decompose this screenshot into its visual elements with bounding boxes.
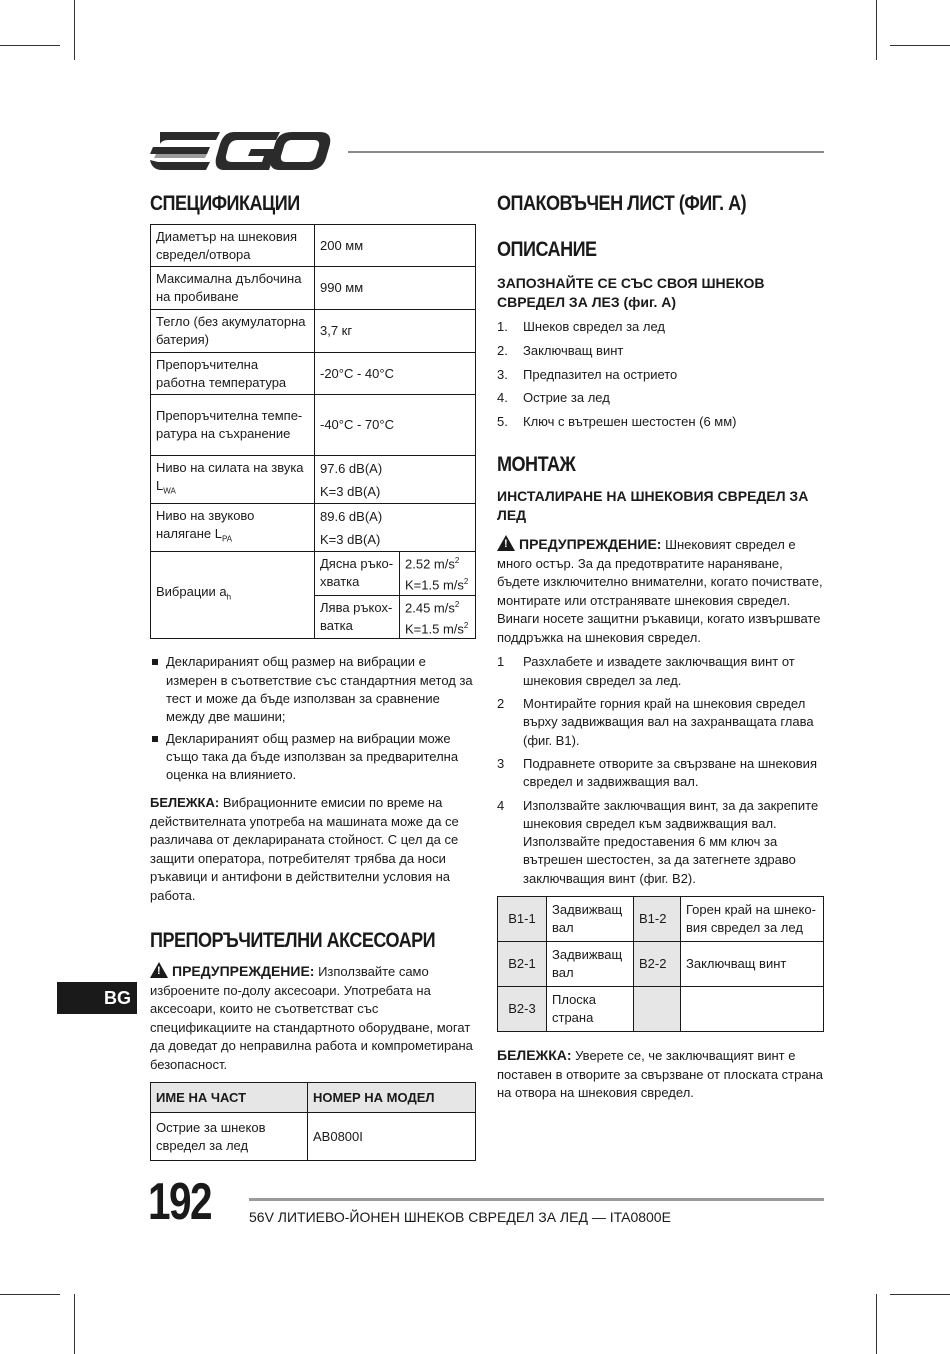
crop-mark	[890, 1294, 950, 1295]
header-rule	[348, 151, 824, 153]
legend-text: Задвижващ вал	[547, 897, 634, 942]
part-name: Острие за шнеков свредел за лед	[151, 1113, 308, 1161]
list-item: Декларираният общ размер на вибрации може също така да бъде използван за предварителна оценка на влиянието.	[150, 730, 476, 785]
ego-logo-mark	[150, 130, 332, 172]
warning-triangle-icon	[150, 962, 168, 978]
spec-value: -40°C - 70°C	[315, 395, 476, 456]
list-item: 2 Монтирайте горния край на шнековия свредел върху задвижващия вал на захранващата глава (фиг. B1).	[497, 696, 814, 748]
table-row	[498, 942, 824, 987]
accessories-warning: !ПРЕДУПРЕЖДЕНИЕ: Използвайте само изброените по-долу аксесоари. Употребата на аксесоари, които не съответстват със спецификациите на стандартното оборудване, могат да доведат до неправилна работа и компрометирана безопасност.	[150, 962, 476, 1074]
spec-label: Ниво на звуково налягане $L_{PA}$	[151, 504, 315, 552]
figure-legend-table	[497, 896, 824, 1032]
accessories-table	[150, 1082, 476, 1161]
vibration-left-label: Лява ръкох-ватка	[315, 595, 400, 639]
parts-list	[497, 318, 824, 431]
vibration-note: БЕЛЕЖКА: Вибрационните емисии по време на действителната употреба на машината може да се различава от декларираната стойност. С цел да се защити оператора, потребителят трябва да носи ръкавици и антифони в действителни условия на работа.	[150, 795, 459, 903]
legend-text: Горен край на шнеко-вия свредел за лед	[681, 897, 824, 942]
description-title: ОПИСАНИЕ	[497, 238, 597, 261]
crop-mark	[74, 0, 75, 60]
footer-rule	[249, 1198, 824, 1201]
spec-label: Препоръчителна темпе-ратура на съхранение	[151, 395, 315, 456]
list-item: 5. Ключ с вътрешен шестостен (6 мм)	[497, 414, 737, 430]
list-item: 3 Подравнете отворите за свързване на шнековия свредел и задвижващия вал.	[497, 755, 817, 790]
crop-mark	[74, 1294, 75, 1354]
legend-code: B1-2	[634, 897, 681, 942]
specifications-title: СПЕЦИФИКАЦИИ	[150, 192, 300, 215]
spec-value: 200 мм	[315, 225, 476, 267]
vibration-right-value: 2.52 $m/s^2$ K=1.5 $m/s^2$	[400, 552, 476, 596]
spec-value: 89.6 dB(A) K=3 dB(A)	[315, 504, 476, 552]
spec-label: Диаметър на шнековия свредел/отвора	[151, 225, 315, 267]
crop-mark	[876, 1294, 877, 1354]
warning-triangle-icon	[497, 535, 515, 551]
page-number: 192	[148, 1173, 211, 1231]
vibration-left-value: 2.45 $m/s^2$ K=1.5 $m/s^2$	[400, 595, 476, 639]
model-number: AB0800I	[308, 1113, 476, 1161]
legend-text	[681, 987, 824, 1032]
list-item: 4. Острие за лед	[497, 390, 610, 406]
col-model-header: НОМЕР НА МОДЕЛ	[308, 1083, 476, 1113]
assembly-warning: !ПРЕДУПРЕЖДЕНИЕ: Шнековият свредел е много остър. За да предотвратите нараняване, бъдете изключително внимателни, когато почиствате, монтирате или отстранявате шнековия свредел. Винаги носете защитни ръкавици, когато извършвате поддръжка на шнековия свредел.	[497, 535, 824, 647]
list-item: Декларираният общ размер на вибрации е измерен в съответствие със стандартния метод за тест и може да бъде използван за сравнение между две машини;	[150, 653, 476, 726]
spec-label: Вибрации $a_h$	[151, 552, 315, 639]
assembly-note: БЕЛЕЖКА: Уверете се, че заключващият винт е поставен в отворите за свързване от плоската страна на отвора на шнековия свредел.	[497, 1047, 823, 1101]
spec-row-sound-power	[151, 456, 476, 504]
spec-row	[151, 395, 476, 456]
assembly-subtitle: ИНСТАЛИРАНЕ НА ШНЕКОВИЯ СВРЕДЕЛ ЗА ЛЕД	[497, 488, 809, 524]
spec-label: Тегло (без акумулаторна батерия)	[151, 310, 315, 353]
legend-text: Задвижващ вал	[547, 942, 634, 987]
bullet-square-icon	[152, 659, 158, 665]
legend-code: B1-1	[498, 897, 547, 942]
assembly-title: МОНТАЖ	[497, 453, 576, 477]
language-tab: BG	[57, 982, 137, 1014]
crop-mark	[0, 1294, 60, 1295]
spec-row-sound-pressure	[151, 504, 476, 552]
list-item: 1 Разхлабете и извадете заключващия винт от шнековия свредел за лед.	[497, 654, 795, 688]
spec-value: 97.6 dB(A) K=3 dB(A)	[315, 456, 476, 504]
assembly-steps	[497, 653, 824, 888]
right-column	[497, 186, 824, 1103]
list-item: 2. Заключващ винт	[497, 342, 624, 358]
accessories-title: ПРЕПОРЪЧИТЕЛНИ АКСЕСОАРИ	[150, 929, 436, 953]
description-subtitle: ЗАПОЗНАЙТЕ СЕ СЪС СВОЯ ШНЕКОВ СВРЕДЕЛ ЗА ЛЕЗ (фиг. A)	[497, 275, 765, 310]
spec-row	[151, 310, 476, 353]
spec-value: 3,7 кг	[315, 310, 476, 353]
legend-code	[634, 987, 681, 1032]
spec-label: Ниво на силата на звука $L_{WA}$	[151, 456, 315, 504]
spec-row-vibration	[151, 552, 476, 596]
spec-row	[151, 225, 476, 267]
ego-logo	[150, 130, 332, 177]
col-part-header: ИМЕ НА ЧАСТ	[151, 1083, 308, 1113]
spec-label: Препоръчителна работна температура	[151, 353, 315, 395]
spec-row	[151, 267, 476, 310]
list-item: 4 Използвайте заключващия винт, за да закрепите шнековия свредел към задвижващия вал. Използвайте предоставения 6 мм ключ за вътрешен шестостен, за да затегнете здраво заключващия винт (фиг. B2).	[497, 797, 819, 886]
vibration-right-label: Дясна ръко-хватка	[315, 552, 400, 596]
vibration-notes	[150, 653, 476, 784]
table-row	[151, 1113, 476, 1161]
footer-title: 56V ЛИТИЕВО-ЙОНЕН ШНЕКОВ СВРЕДЕЛ ЗА ЛЕД — ITA0800E	[249, 1209, 671, 1225]
legend-code: B2-3	[498, 987, 547, 1032]
table-header-row	[151, 1083, 476, 1113]
table-row	[498, 987, 824, 1032]
legend-text: Плоска страна	[547, 987, 634, 1032]
table-row	[498, 897, 824, 942]
legend-code: B2-1	[498, 942, 547, 987]
legend-text: Заключващ винт	[681, 942, 824, 987]
crop-mark	[890, 45, 950, 46]
packing-title: ОПАКОВЪЧЕН ЛИСТ (ФИГ. A)	[497, 192, 747, 215]
crop-mark	[876, 0, 877, 60]
spec-value: 990 мм	[315, 267, 476, 310]
specifications-table	[150, 224, 476, 639]
list-item: 1. Шнеков свредел за лед	[497, 319, 665, 334]
left-column	[150, 186, 476, 1161]
legend-code: B2-2	[634, 942, 681, 987]
spec-label: Максимална дълбочина на пробиване	[151, 267, 315, 310]
list-item: 3. Предпазител на острието	[497, 366, 678, 382]
spec-value: -20°C - 40°C	[315, 353, 476, 395]
bullet-square-icon	[152, 736, 158, 742]
crop-mark	[0, 45, 60, 46]
spec-row	[151, 353, 476, 395]
